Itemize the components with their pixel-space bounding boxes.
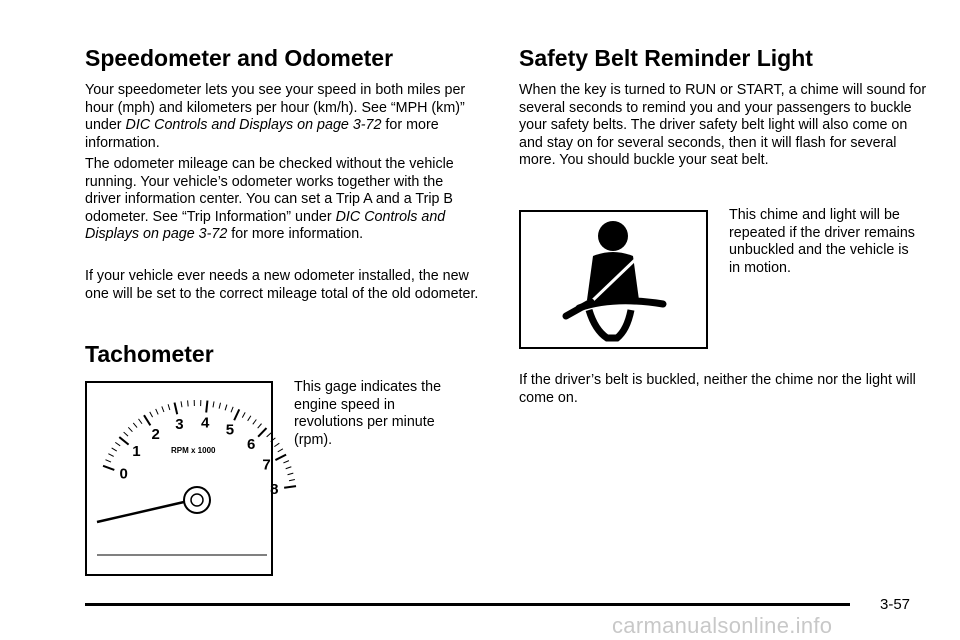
- tick-mark: [234, 409, 239, 420]
- gauge-number: 3: [175, 415, 184, 433]
- gauge-number: 8: [270, 481, 279, 499]
- tick-mark: [275, 455, 286, 460]
- tachometer-heading: Tachometer: [85, 341, 214, 367]
- tick-mark: [103, 466, 114, 470]
- tick-mark: [128, 427, 132, 431]
- tick-mark: [162, 406, 164, 412]
- tick-mark: [112, 448, 117, 451]
- tachometer-needle: [97, 502, 184, 522]
- gauge-number: 1: [132, 442, 141, 460]
- speedometer-p1-text-a: Your speedometer lets you see your speed in both miles per hour (mph) and kilometers per hour (km/h). See “MPH (km)” under: [85, 82, 466, 134]
- tick-mark: [124, 432, 128, 436]
- tick-mark: [258, 428, 266, 437]
- tick-mark: [119, 437, 128, 445]
- speedometer-p1-text-b: for more information.: [85, 117, 439, 151]
- gauge-number: 0: [119, 465, 128, 483]
- tick-mark: [115, 442, 120, 445]
- tick-mark: [271, 438, 276, 442]
- tachometer-illustration: [85, 381, 279, 576]
- tick-mark: [213, 401, 214, 407]
- tick-mark: [242, 412, 245, 417]
- odometer-text-b: for more information.: [227, 226, 364, 243]
- dic-reference-2: DIC Controls and Displays on page 3-72: [85, 208, 446, 243]
- tick-mark: [133, 423, 137, 428]
- safety-belt-paragraph-2: If the driver’s belt is buckled, neither the chime nor the light will come on.: [519, 372, 916, 406]
- tick-mark: [156, 409, 158, 414]
- tick-mark: [284, 486, 296, 488]
- page-number: 3-57: [880, 596, 911, 613]
- gauge-number: 5: [225, 421, 235, 439]
- tick-mark: [267, 433, 271, 437]
- safety-belt-illustration: [519, 210, 708, 349]
- speedometer-paragraph-1: [85, 82, 475, 152]
- safety-belt-heading: Safety Belt Reminder Light: [519, 45, 813, 71]
- gauge-number: 4: [200, 414, 210, 432]
- tachometer-caption: This gage indicates the engine speed in revolutions per minute (rpm).: [294, 379, 442, 448]
- tick-mark: [206, 401, 207, 413]
- tick-mark: [219, 403, 220, 409]
- tick-mark: [181, 401, 182, 407]
- needle-hub: [184, 487, 210, 513]
- gauge-number: 2: [151, 425, 160, 443]
- tick-mark: [283, 461, 289, 463]
- safety-belt-caption: This chime and light will be repeated if the driver remains unbuckled and the vehicle is in motion.: [729, 207, 915, 276]
- watermark: carmanualsonline.info: [612, 613, 833, 638]
- tick-mark: [108, 454, 113, 457]
- tick-mark: [253, 420, 257, 425]
- tachometer-numbers: [120, 414, 279, 498]
- tick-mark: [231, 407, 233, 413]
- tachometer-gauge-graphic: [87, 383, 279, 574]
- tick-mark: [289, 480, 295, 481]
- seat-belt-icon: [521, 212, 706, 347]
- tick-mark: [139, 419, 143, 424]
- tick-mark: [286, 467, 292, 469]
- tick-mark: [274, 443, 279, 446]
- speedometer-heading: Speedometer and Odometer: [85, 45, 394, 71]
- tick-mark: [225, 405, 227, 411]
- odometer-text-a: The odometer mileage can be checked without the vehicle running. Your vehicle’s odometer works together with the driver information center. You can set a Trip A and a Trip B odometer. See “Trip Information” under: [85, 156, 454, 225]
- tick-mark: [188, 400, 189, 406]
- tick-mark: [278, 449, 283, 452]
- tick-mark: [258, 424, 262, 429]
- tick-mark: [150, 412, 153, 417]
- safety-belt-paragraph-1: When the key is turned to RUN or START, a chime will sound for several seconds to remind you and your passengers to buckle your safety belts. The driver safety belt light will also come on and stay on for several seconds, then it will flash for several more. You should buckle your seat belt.: [519, 82, 927, 169]
- tick-mark: [168, 404, 170, 410]
- tick-mark: [144, 415, 150, 425]
- rpm-unit-label: RPM x 1000: [171, 446, 216, 455]
- odometer-replacement-paragraph: If your vehicle ever needs a new odometer installed, the new one will be set to the correct mileage total of the old odometer.: [85, 268, 479, 302]
- gauge-number: 6: [247, 435, 256, 453]
- odometer-paragraph: [85, 156, 480, 244]
- tick-mark: [248, 416, 251, 421]
- tick-mark: [175, 403, 178, 415]
- dic-reference-1: DIC Controls and Displays on page 3-72: [125, 117, 382, 134]
- footer-rule: [85, 603, 850, 606]
- tick-mark: [288, 473, 294, 475]
- gauge-number: 7: [262, 456, 271, 474]
- tick-mark: [106, 460, 111, 462]
